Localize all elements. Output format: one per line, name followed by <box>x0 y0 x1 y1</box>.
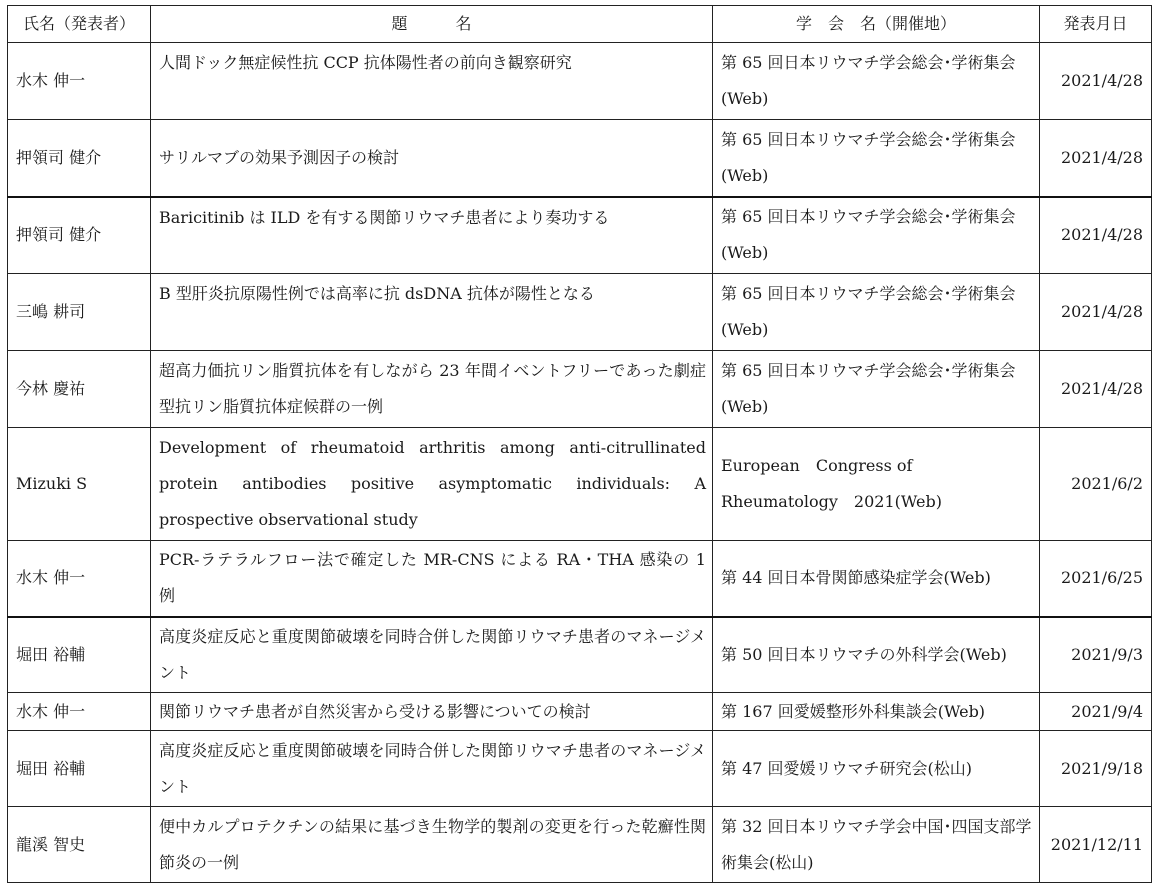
table-row <box>8 731 1152 807</box>
presentation-title: PCR-ラテラルフロー法で確定した MR-CNS による RA・THA 感染の 1 例 <box>151 541 713 617</box>
presenter-name: 龍溪 智史 <box>8 807 151 883</box>
presentation-title: 関節リウマチ患者が自然災害から受ける影響についての検討 <box>151 693 713 731</box>
header-date: 発表月日 <box>1040 6 1152 43</box>
conference-name: 第 32 回日本リウマチ学会中国･四国支部学術集会(松山) <box>713 807 1040 883</box>
conference-name: 第 65 回日本リウマチ学会総会･学術集会(Web) <box>713 43 1040 120</box>
table-row <box>8 197 1152 274</box>
presentation-date: 2021/6/25 <box>1040 541 1152 617</box>
table-row <box>8 693 1152 731</box>
presenter-name: 水木 伸一 <box>8 541 151 617</box>
presentation-title: Baricitinib は ILD を有する関節リウマチ患者により奏功する <box>151 197 713 274</box>
conference-name: 第 44 回日本骨関節感染症学会(Web) <box>713 541 1040 617</box>
presentation-date: 2021/9/3 <box>1040 617 1152 693</box>
presentation-date: 2021/9/18 <box>1040 731 1152 807</box>
presentation-date: 2021/4/28 <box>1040 351 1152 428</box>
presentation-date: 2021/4/28 <box>1040 274 1152 351</box>
presentation-date: 2021/4/28 <box>1040 197 1152 274</box>
presentation-table <box>7 5 1152 883</box>
table-row <box>8 617 1152 693</box>
presentation-date: 2021/6/2 <box>1040 428 1152 541</box>
presentation-title: 人間ドック無症候性抗 CCP 抗体陽性者の前向き観察研究 <box>151 43 713 120</box>
presentation-date: 2021/4/28 <box>1040 43 1152 120</box>
presenter-name: 押領司 健介 <box>8 197 151 274</box>
conference-name: 第 50 回日本リウマチの外科学会(Web) <box>713 617 1040 693</box>
table-row <box>8 541 1152 617</box>
presentation-title: 便中カルプロテクチンの結果に基づき生物学的製剤の変更を行った乾癬性関節炎の一例 <box>151 807 713 883</box>
conference-name: 第 65 回日本リウマチ学会総会･学術集会(Web) <box>713 274 1040 351</box>
presentation-title: 高度炎症反応と重度関節破壊を同時合併した関節リウマチ患者のマネージメント <box>151 617 713 693</box>
presentation-date: 2021/9/4 <box>1040 693 1152 731</box>
presentation-date: 2021/4/28 <box>1040 120 1152 197</box>
presentation-title: B 型肝炎抗原陽性例では高率に抗 dsDNA 抗体が陽性となる <box>151 274 713 351</box>
presenter-name: 水木 伸一 <box>8 43 151 120</box>
conference-name: 第 65 回日本リウマチ学会総会･学術集会(Web) <box>713 120 1040 197</box>
header-conference: 学 会 名（開催地） <box>713 6 1040 43</box>
presentation-title: 高度炎症反応と重度関節破壊を同時合併した関節リウマチ患者のマネージメント <box>151 731 713 807</box>
presentation-title: Development of rheumatoid arthritis among anti-citrullinated protein antibodies positive asymptomatic individuals: A prospective observational study <box>151 428 713 541</box>
presenter-name: 今林 慶祐 <box>8 351 151 428</box>
presenter-name: 水木 伸一 <box>8 693 151 731</box>
presenter-name: 押領司 健介 <box>8 120 151 197</box>
table-row <box>8 428 1152 541</box>
header-name: 氏名（発表者） <box>8 6 151 43</box>
header-row <box>8 6 1152 43</box>
presentation-title: 超高力価抗リン脂質抗体を有しながら 23 年間イベントフリーであった劇症型抗リン脂質抗体症候群の一例 <box>151 351 713 428</box>
conference-name: 第 167 回愛媛整形外科集談会(Web) <box>713 693 1040 731</box>
header-title: 題 名 <box>151 6 713 43</box>
table-row <box>8 43 1152 120</box>
table-row <box>8 120 1152 197</box>
table-row <box>8 274 1152 351</box>
table-row <box>8 351 1152 428</box>
presenter-name: 堀田 裕輔 <box>8 731 151 807</box>
presentation-title: サリルマブの効果予測因子の検討 <box>151 120 713 197</box>
conference-name: 第 65 回日本リウマチ学会総会･学術集会(Web) <box>713 197 1040 274</box>
presenter-name: Mizuki S <box>8 428 151 541</box>
conference-name: 第 47 回愛媛リウマチ研究会(松山) <box>713 731 1040 807</box>
presenter-name: 堀田 裕輔 <box>8 617 151 693</box>
presentation-date: 2021/12/11 <box>1040 807 1152 883</box>
presenter-name: 三嶋 耕司 <box>8 274 151 351</box>
conference-name: European Congress of Rheumatology 2021(Web) <box>713 428 1040 541</box>
conference-name: 第 65 回日本リウマチ学会総会･学術集会(Web) <box>713 351 1040 428</box>
table-row <box>8 807 1152 883</box>
